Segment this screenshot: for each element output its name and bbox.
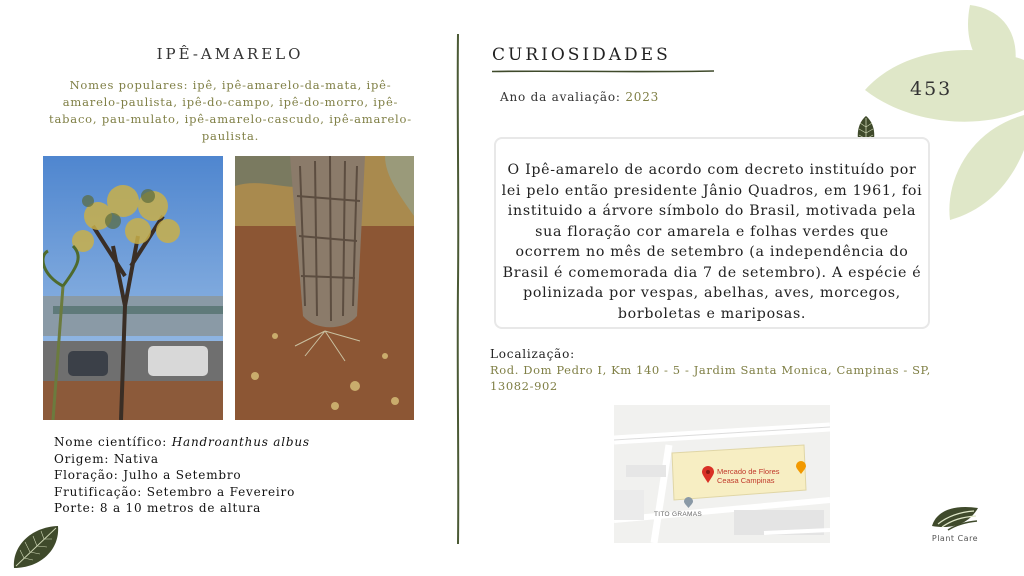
fact-flowering: Floração: Julho a Setembro	[54, 468, 242, 482]
map-pin-icon[interactable]	[702, 466, 714, 484]
location-address: Rod. Dom Pedro I, Km 140 - 5 - Jardim Santa Monica, Campinas - SP, 13082-902	[490, 363, 931, 393]
fact-origin: Origem: Nativa	[54, 451, 159, 466]
fact-size: Porte: 8 a 10 metros de altura	[54, 501, 262, 515]
map-marker-label: Mercado de Flores Ceasa Campinas	[717, 467, 780, 485]
column-divider	[455, 34, 461, 544]
plant-facts	[54, 434, 310, 517]
tree-photo	[43, 156, 223, 420]
map-poi-icon[interactable]	[796, 461, 806, 475]
popular-names: Nomes populares: ipê, ipê-amarelo-da-mata, ipê-amarelo-paulista, ipê-do-campo, ipê-do-morro, ipê-tabaco, pau-mulato, ipê-amarelo-cascudo, ipê-amarelo-paulista.	[49, 78, 412, 143]
curiosity-text: O Ipê-amarelo de acordo com decreto instituído por lei pelo então presidente Jânio Quadros, em 1961, foi instituido a árvore símbolo do Brasil, motivada pela sua floração cor amarela e folhas verdes que ocorrem no mês de setembro (a independência do Brasil é comemorada dia 7 de setembro). A espécie é polinizada por vespas, abelhas, aves, morcegos, borboletas e mariposas.	[501, 162, 923, 322]
fact-fruiting: Frutificação: Setembro a Fevereiro	[54, 484, 296, 499]
brand-name: Plant Care	[931, 534, 979, 543]
map-street-label: TITO GRAMAS	[654, 511, 702, 518]
plant-title: IPÊ-AMARELO	[156, 45, 304, 63]
badge-number: 453	[910, 78, 953, 100]
brand-logo-icon	[930, 502, 980, 534]
decorative-leaf-bottom-left	[10, 522, 62, 572]
fact-scientific-name: Nome científico: Handroanthus albus	[54, 435, 310, 449]
location-label: Localização:	[490, 347, 575, 361]
evaluation-year: Ano da avaliação: 2023	[500, 90, 660, 104]
curiosities-title: CURIOSIDADES	[492, 45, 671, 65]
title-underline	[492, 69, 714, 74]
map-gray-pin-icon[interactable]	[684, 497, 693, 509]
trunk-photo	[235, 156, 414, 420]
